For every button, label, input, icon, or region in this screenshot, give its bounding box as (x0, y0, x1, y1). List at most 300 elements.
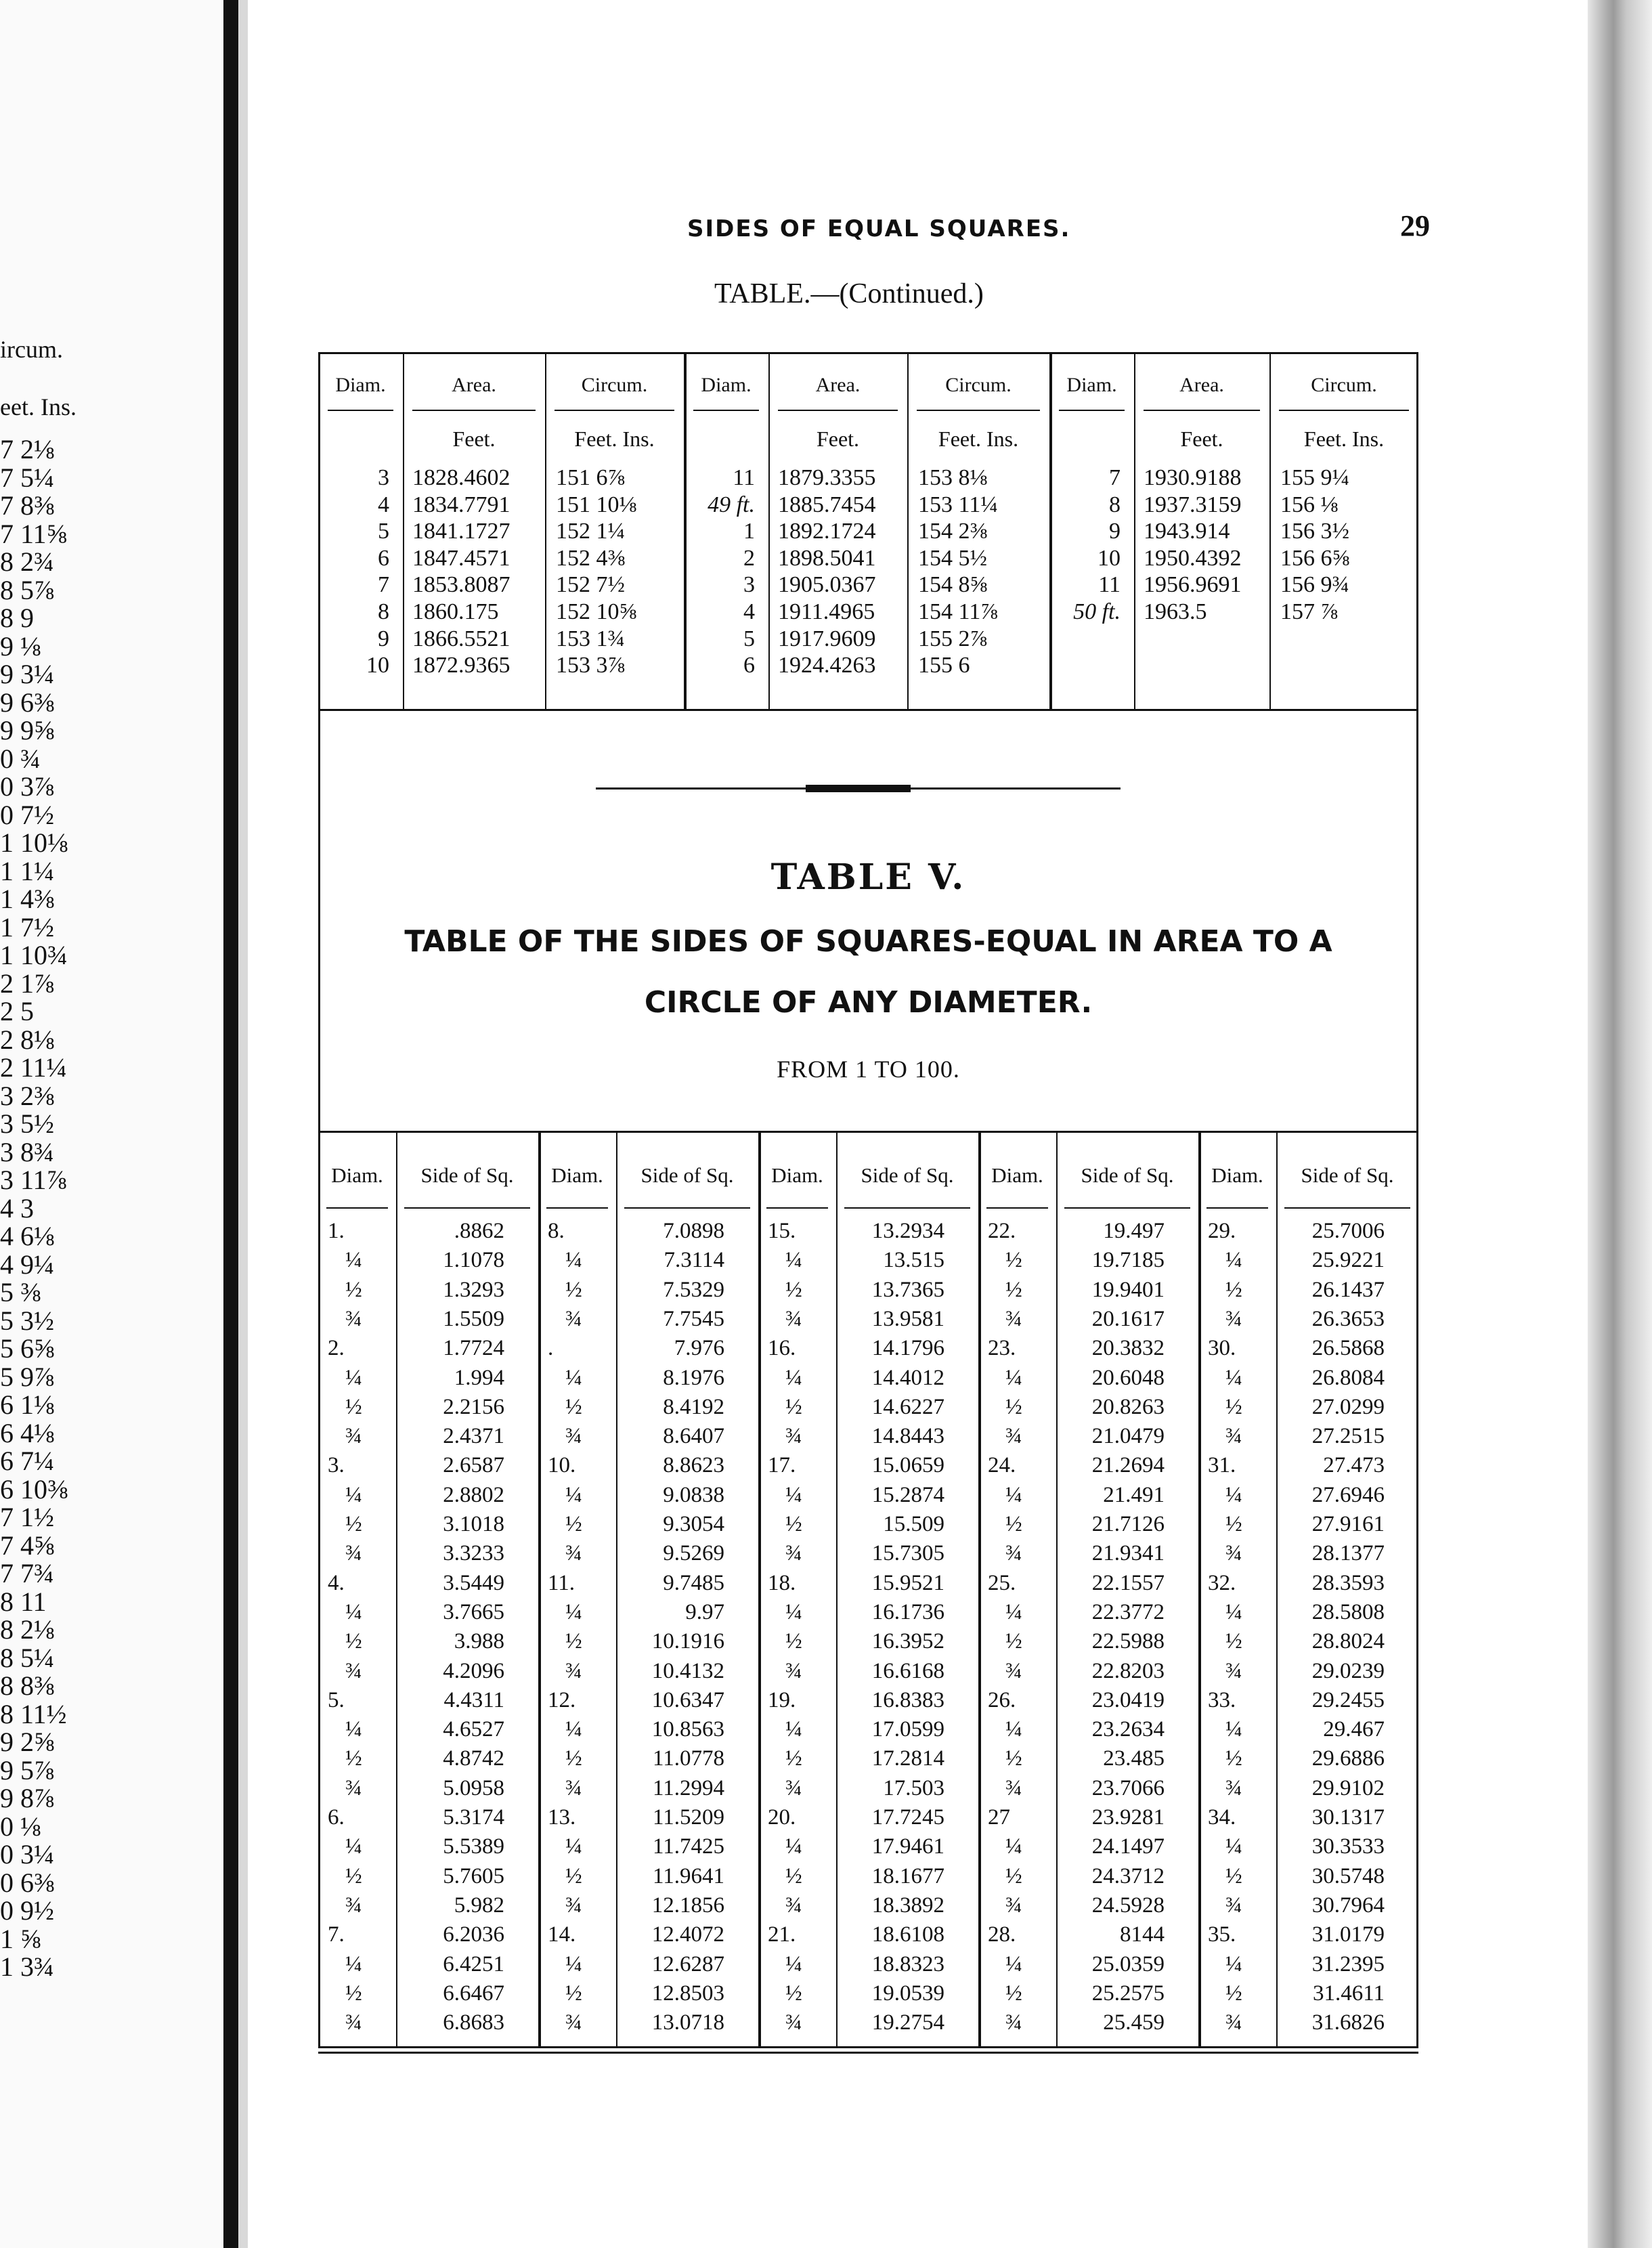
continued-table-circum: 156 6⅝ (1280, 545, 1349, 571)
table5-side: 5.5389 (443, 1834, 504, 1859)
table5-diam: ¾ (1225, 1306, 1242, 1331)
table5-side: 14.8443 (871, 1424, 944, 1449)
table5-side: 1.3293 (443, 1277, 504, 1302)
table5-side: .8862 (454, 1219, 504, 1243)
continued-table-circum: 152 1¼ (556, 519, 625, 544)
table5-side: 10.1916 (651, 1629, 724, 1654)
left-page-row: 7 5¼ (0, 462, 54, 493)
left-page-row: 9 ⅛ (0, 630, 41, 662)
left-page-row: 9 5⅞ (0, 1754, 54, 1786)
table5-column-rule (538, 1131, 541, 2048)
table5-diam: ½ (1005, 1394, 1022, 1419)
left-page-row: 7 8⅜ (0, 490, 54, 521)
left-page-row: 8 5¼ (0, 1642, 54, 1673)
left-page-row: 1 10¾ (0, 940, 68, 970)
table5-diam: ¼ (785, 1248, 802, 1273)
table5-diam: ½ (785, 1629, 802, 1654)
table5-range: FROM 1 TO 100. (777, 1056, 960, 1083)
table5-diam: ¼ (1005, 1951, 1022, 1976)
table5-bottom-rule (318, 2052, 1418, 2054)
table5-diam: ¾ (1005, 1658, 1022, 1683)
table5-diam: 31. (1208, 1453, 1236, 1478)
continued-table-area: 1841.1727 (412, 519, 510, 544)
table5-side: 15.509 (883, 1512, 944, 1536)
table5-header-rule (986, 1207, 1048, 1209)
continued-table-header-rule (917, 410, 1040, 411)
table5-side: 19.2754 (871, 2010, 944, 2035)
table5-side: 27.2515 (1311, 1424, 1385, 1449)
table5-side: 6.2036 (443, 1922, 504, 1947)
continued-table-circum: 153 8⅛ (918, 465, 987, 490)
table5-diam: 5. (328, 1687, 345, 1712)
table5-side: 28.8024 (1311, 1629, 1385, 1654)
table5-side: 12.4072 (651, 1922, 724, 1947)
continued-table-area: 1905.0367 (778, 572, 876, 598)
table5-side: 30.5748 (1311, 1863, 1385, 1888)
table5-diam: 32. (1208, 1570, 1236, 1595)
left-page-row: 5 9⅞ (0, 1361, 54, 1392)
table5-diam: ¼ (565, 1717, 582, 1742)
table5-diam: ½ (1005, 1746, 1022, 1771)
left-page-row: 3 11⅞ (0, 1165, 67, 1195)
left-page-row: 8 11½ (0, 1698, 67, 1729)
table5-side: 1.1078 (443, 1248, 504, 1273)
table5-side: 13.9581 (871, 1306, 944, 1331)
continued-table-diam: 11 (1098, 572, 1121, 598)
table5-side: 29.467 (1323, 1717, 1385, 1742)
table5-side: 27.0299 (1311, 1394, 1385, 1419)
table5-header: Diam. (551, 1163, 603, 1187)
left-page-row: 0 7½ (0, 799, 54, 830)
table5-side: 26.8084 (1311, 1365, 1385, 1390)
table5-diam: 25. (988, 1570, 1016, 1595)
table5-side: 28.3593 (1311, 1570, 1385, 1595)
table5-side: 9.0838 (663, 1482, 724, 1507)
table5-diam: ¾ (1225, 1658, 1242, 1683)
table5-side: 18.1677 (871, 1863, 944, 1888)
table5-diam: 3. (328, 1453, 345, 1478)
table5-side: 3.5449 (443, 1570, 504, 1595)
continued-table-header-rule (1144, 410, 1260, 411)
table5-header-rule (404, 1207, 530, 1209)
continued-table-column-rule (1134, 352, 1135, 711)
table5-diam: 28. (988, 1922, 1016, 1947)
continued-table-column-rule (1269, 352, 1271, 711)
table5-side: 5.982 (454, 1893, 504, 1918)
table5-side: 30.1317 (1311, 1805, 1385, 1830)
continued-table-area: 1898.5041 (778, 545, 876, 571)
table5-diam: 7. (328, 1922, 345, 1947)
table5-side: 4.8742 (443, 1746, 504, 1771)
continued-table-subheader: Feet. Ins. (574, 427, 655, 451)
table5-header-rule (1064, 1207, 1190, 1209)
table5-diam: ¼ (345, 1717, 362, 1742)
table5-diam: ½ (565, 1863, 582, 1888)
table5-diam: ½ (785, 1394, 802, 1419)
table5-diam: ¼ (345, 1365, 362, 1390)
left-page-row: 7 1½ (0, 1502, 54, 1532)
table5-diam: ¾ (345, 1424, 362, 1449)
table5-side: 17.2814 (871, 1746, 944, 1771)
table5-header: Side of Sq. (1081, 1163, 1174, 1187)
table5-diam: 4. (328, 1570, 345, 1595)
table5-side: 5.7605 (443, 1863, 504, 1888)
continued-table-area: 1917.9609 (778, 626, 876, 651)
table5-diam: ¾ (785, 1424, 802, 1449)
left-page-row: 8 2¾ (0, 546, 54, 577)
table5-diam: ½ (345, 1629, 362, 1654)
table5-side: 13.7365 (871, 1277, 944, 1302)
table5-title: TABLE V. (770, 857, 966, 898)
continued-table-area: 1930.9188 (1144, 465, 1242, 490)
left-page-row: 9 8⅞ (0, 1783, 54, 1813)
table5-diam: 29. (1208, 1219, 1236, 1243)
continued-table-area: 1963.5 (1144, 599, 1207, 624)
table5-diam: ½ (345, 1512, 362, 1536)
continued-table-diam: 5 (743, 626, 755, 651)
continued-table-header: Circum. (581, 374, 648, 396)
table5-diam: 33. (1208, 1687, 1236, 1712)
table5-side: 17.9461 (871, 1834, 944, 1859)
divider-rule-center (806, 785, 911, 792)
table5-side: 3.3233 (443, 1541, 504, 1566)
table5-diam: ½ (565, 1394, 582, 1419)
table5-side: 25.0359 (1091, 1951, 1165, 1976)
table5-diam: ¼ (1005, 1599, 1022, 1624)
table5-side: 24.5928 (1091, 1893, 1165, 1918)
table5-side: 2.6587 (443, 1453, 504, 1478)
table5-diam: 35. (1208, 1922, 1236, 1947)
table5-diam: 12. (548, 1687, 576, 1712)
table5-diam: ½ (345, 1863, 362, 1888)
table5-diam: ½ (565, 1512, 582, 1536)
continued-table-diam: 4 (743, 599, 755, 624)
running-head: SIDES OF EQUAL SQUARES. (687, 215, 1071, 242)
continued-table-circum: 155 9¼ (1280, 465, 1349, 490)
left-page-row: 6 1⅛ (0, 1389, 54, 1420)
table5-diam: . (548, 1336, 554, 1361)
left-page-row: 1 7½ (0, 911, 54, 943)
table5-side: 9.5269 (663, 1541, 724, 1566)
continued-table-diam: 8 (1109, 492, 1121, 517)
continued-table-diam: 6 (378, 545, 389, 571)
table5-diam: ¾ (345, 2010, 362, 2035)
continued-table-header-rule (555, 410, 674, 411)
table5-diam: 14. (548, 1922, 576, 1947)
left-page-row: 7 2⅛ (0, 434, 54, 464)
table5-diam: 23. (988, 1336, 1016, 1361)
left-page-row: 7 4⅝ (0, 1530, 54, 1561)
left-page-row: 6 4⅛ (0, 1417, 54, 1448)
page-edge (1588, 0, 1652, 2248)
table5-side: 28.5808 (1311, 1599, 1385, 1624)
table5-diam: ¼ (345, 1834, 362, 1859)
table5-side: 11.7425 (652, 1834, 724, 1859)
left-page-row: 2 8⅛ (0, 1024, 54, 1055)
continued-table-header: Area. (452, 374, 496, 396)
table5-side: 20.1617 (1091, 1306, 1165, 1331)
continued-table-header: Diam. (335, 374, 386, 396)
left-page-row: 1 3¾ (0, 1951, 54, 1982)
table5-diam: ¾ (1225, 1775, 1242, 1800)
table5-diam: ¾ (785, 2010, 802, 2035)
table5-diam: ¾ (1225, 1541, 1242, 1566)
table5-column-rule (758, 1131, 761, 2048)
table5-diam: ½ (565, 1277, 582, 1302)
table5-header: Diam. (991, 1163, 1043, 1187)
left-page-row: 8 9 (0, 603, 34, 633)
table5-side: 15.7305 (871, 1541, 944, 1566)
table5-header-rule (546, 1207, 608, 1209)
table5-header-rule (1284, 1207, 1410, 1209)
table5-side: 1.994 (454, 1365, 504, 1390)
table5-diam: 13. (548, 1805, 576, 1830)
continued-table-circum: 153 1¾ (556, 626, 625, 651)
table5-diam: ¼ (565, 1365, 582, 1390)
table5-side: 4.2096 (443, 1658, 504, 1683)
left-page-row: 8 2⅛ (0, 1614, 54, 1645)
table5-side: 19.497 (1103, 1219, 1165, 1243)
table5-side: 15.2874 (871, 1482, 944, 1507)
continued-table-column-rule (545, 352, 546, 711)
left-page-row: 7 7¾ (0, 1558, 54, 1588)
continued-table-circum: 155 6 (918, 653, 970, 678)
table5-side: 10.8563 (651, 1717, 724, 1742)
table5-diam: 26. (988, 1687, 1016, 1712)
table5-side: 31.0179 (1311, 1922, 1385, 1947)
table5-diam: ¼ (565, 1599, 582, 1624)
table5-side: 25.459 (1103, 2010, 1165, 2035)
left-page-row: 1 4⅜ (0, 884, 54, 914)
left-page-row: 1 ⅝ (0, 1923, 41, 1954)
left-page-header: ircum. (0, 336, 63, 363)
table5-diam: ½ (345, 1277, 362, 1302)
table5-side: 18.6108 (871, 1922, 944, 1947)
table5-diam: ½ (1005, 1277, 1022, 1302)
table5-diam: ¼ (345, 1951, 362, 1976)
table5-diam: 6. (328, 1805, 345, 1830)
table5-side: 19.7185 (1091, 1248, 1165, 1273)
continued-table-diam: 2 (743, 545, 755, 571)
table5-diam: ¼ (785, 1599, 802, 1624)
table5-side: 11.2994 (652, 1775, 724, 1800)
left-page-row: 2 5 (0, 996, 34, 1026)
table5-side: 7.3114 (664, 1248, 724, 1273)
continued-table-circum: 154 11⅞ (918, 599, 998, 624)
table5-side: 16.3952 (871, 1629, 944, 1654)
table5-diam: ¾ (785, 1775, 802, 1800)
table5-diam: ¾ (345, 1658, 362, 1683)
table5-diam: ¾ (785, 1893, 802, 1918)
table5-diam: ¾ (785, 1541, 802, 1566)
left-page-row: 9 6⅜ (0, 687, 54, 718)
table5-diam: 24. (988, 1453, 1016, 1478)
continued-table-diam: 1 (743, 519, 755, 544)
table5-header: Side of Sq. (861, 1163, 954, 1187)
table5-diam: ¼ (785, 1365, 802, 1390)
table5-side: 21.0479 (1091, 1424, 1165, 1449)
continued-table-diam: 3 (378, 465, 389, 490)
book-gutter-shadow (238, 0, 248, 2248)
table5-diam: ¼ (565, 1248, 582, 1273)
table5-diam: ¾ (565, 1658, 582, 1683)
table5-side: 25.7006 (1311, 1219, 1385, 1243)
continued-table-circum: 157 ⅞ (1280, 599, 1338, 624)
continued-table-header: Area. (1179, 374, 1224, 396)
table5-diam: ½ (785, 1746, 802, 1771)
continued-table-header: Circum. (1311, 374, 1377, 396)
continued-table-circum: 155 2⅞ (918, 626, 987, 651)
table5-side: 7.5329 (663, 1277, 724, 1302)
left-page-subheader: eet. Ins. (0, 393, 77, 420)
table5-diam: 19. (768, 1687, 796, 1712)
table5-diam: ¼ (1005, 1482, 1022, 1507)
table5-diam: ¼ (565, 1482, 582, 1507)
table5-side: 8.1976 (663, 1365, 724, 1390)
continued-table-area: 1879.3355 (778, 465, 876, 490)
continued-table-diam: 9 (1109, 519, 1121, 544)
continued-table-area: 1937.3159 (1144, 492, 1242, 517)
table5-side: 20.3832 (1091, 1336, 1165, 1361)
table5-side: 21.7126 (1091, 1512, 1165, 1536)
table5-diam: ½ (785, 1981, 802, 2006)
table5-side: 15.9521 (871, 1570, 944, 1595)
table5-side: 28.1377 (1311, 1541, 1385, 1566)
table5-side: 29.9102 (1311, 1775, 1385, 1800)
table5-side: 3.7665 (443, 1599, 504, 1624)
table5-diam: ¾ (1005, 1541, 1022, 1566)
table5-side: 15.0659 (871, 1453, 944, 1478)
table5-diam: ¾ (565, 1424, 582, 1449)
continued-table-header: Diam. (701, 374, 752, 396)
left-page-row: 0 ¾ (0, 743, 41, 774)
continued-table-diam: 3 (743, 572, 755, 598)
left-page-row: 8 8⅜ (0, 1670, 54, 1701)
table5-side: 3.988 (454, 1629, 504, 1654)
left-page-row: 4 6⅛ (0, 1221, 54, 1251)
continued-table-header-rule (1059, 410, 1125, 411)
table5-side: 25.9221 (1311, 1248, 1385, 1273)
table5-diam: ¼ (1005, 1717, 1022, 1742)
left-page-row: 2 1⅞ (0, 968, 54, 999)
table5-diam: ½ (1225, 1512, 1242, 1536)
continued-table-header-rule (412, 410, 536, 411)
continued-table-area: 1853.8087 (412, 572, 510, 598)
table5-diam: ½ (345, 1981, 362, 2006)
table5-diam: ¼ (1225, 1599, 1242, 1624)
table5-side: 9.7485 (663, 1570, 724, 1595)
table5-header: Side of Sq. (640, 1163, 734, 1187)
table5-diam: 2. (328, 1336, 345, 1361)
table5-diam: ¾ (565, 1775, 582, 1800)
table5-diam: ¾ (1005, 2010, 1022, 2035)
continued-table-diam: 9 (378, 626, 389, 651)
continued-table-header: Diam. (1066, 374, 1117, 396)
continued-table-area: 1872.9365 (412, 653, 510, 678)
left-page-row: 2 11¼ (0, 1052, 67, 1083)
continued-table-column-rule (403, 352, 404, 711)
continued-table-circum: 151 10⅛ (556, 492, 636, 517)
left-page-row: 3 8¾ (0, 1136, 54, 1167)
table5-diam: ½ (785, 1512, 802, 1536)
continued-table-header-rule (778, 410, 898, 411)
table5-header-rule (624, 1207, 750, 1209)
continued-table-area: 1860.175 (412, 599, 499, 624)
table5-diam: ½ (565, 1746, 582, 1771)
continued-table-diam: 50 ft. (1073, 599, 1121, 624)
table5-diam: ½ (1225, 1863, 1242, 1888)
page-number: 29 (1400, 209, 1430, 242)
left-page-row: 9 3¼ (0, 659, 54, 689)
table5-side: 21.9341 (1091, 1541, 1165, 1566)
table5-diam: ¼ (565, 1834, 582, 1859)
table5-side: 10.4132 (651, 1658, 724, 1683)
table5-side: 13.0718 (651, 2010, 724, 2035)
table5-diam: ¾ (345, 1775, 362, 1800)
table5-header: Side of Sq. (420, 1163, 514, 1187)
table5-diam: ¼ (1225, 1951, 1242, 1976)
table5-diam: ½ (345, 1746, 362, 1771)
table5-header-rule (1207, 1207, 1268, 1209)
table5-diam: ½ (1225, 1981, 1242, 2006)
table5-heading-line1: TABLE OF THE SIDES OF SQUARES-EQUAL IN AREA TO A (404, 924, 1332, 959)
table5-side: 8.6407 (663, 1424, 724, 1449)
continued-table-area: 1834.7791 (412, 492, 510, 517)
table5-side: 21.491 (1103, 1482, 1165, 1507)
left-page-row: 0 6⅜ (0, 1867, 54, 1898)
table5-side: 27.6946 (1311, 1482, 1385, 1507)
left-page-row: 6 10⅜ (0, 1473, 68, 1505)
left-page-row: 6 7¼ (0, 1446, 54, 1476)
table5-diam: ½ (1005, 1981, 1022, 2006)
continued-table-area: 1885.7454 (778, 492, 876, 517)
continued-table-subheader: Feet. (452, 427, 496, 451)
table5-diam: ¼ (1225, 1248, 1242, 1273)
table5-side: 7.7545 (663, 1306, 724, 1331)
table5-diam: ¾ (1225, 1424, 1242, 1449)
table5-diam: ¼ (785, 1717, 802, 1742)
continued-table-header-rule (328, 410, 393, 411)
table5-diam: ¾ (1005, 1893, 1022, 1918)
table5-diam: ¼ (565, 1951, 582, 1976)
continued-table-area: 1892.1724 (778, 519, 876, 544)
table5-diam: ½ (1005, 1863, 1022, 1888)
table5-side: 31.6826 (1311, 2010, 1385, 2035)
continued-table-diam: 4 (378, 492, 389, 517)
table5-side: 2.2156 (443, 1394, 504, 1419)
table5-side: 8.8623 (663, 1453, 724, 1478)
table5-diam: ¾ (565, 1306, 582, 1331)
table5-diam: 11. (548, 1570, 575, 1595)
table5-side: 1.7724 (443, 1336, 504, 1361)
continued-table-circum: 152 7½ (556, 572, 625, 598)
table5-side: 16.8383 (871, 1687, 944, 1712)
left-page-row: 4 3 (0, 1192, 34, 1224)
continued-table-title: TABLE.—(Continued.) (714, 278, 984, 309)
table5-diam: ½ (1225, 1394, 1242, 1419)
table5-diam: ¼ (345, 1482, 362, 1507)
left-page-row: 1 10⅛ (0, 827, 68, 858)
table5-header-rule (844, 1207, 970, 1209)
table5-diam: ¾ (565, 1893, 582, 1918)
continued-table-header: Area. (815, 374, 861, 396)
table5-side: 24.3712 (1091, 1863, 1165, 1888)
table5-side: 27.9161 (1311, 1512, 1385, 1536)
table5-side: 6.6467 (443, 1981, 504, 2006)
table5-side: 20.6048 (1091, 1365, 1165, 1390)
book-gutter (223, 0, 238, 2248)
continued-table-area: 1924.4263 (778, 653, 876, 678)
